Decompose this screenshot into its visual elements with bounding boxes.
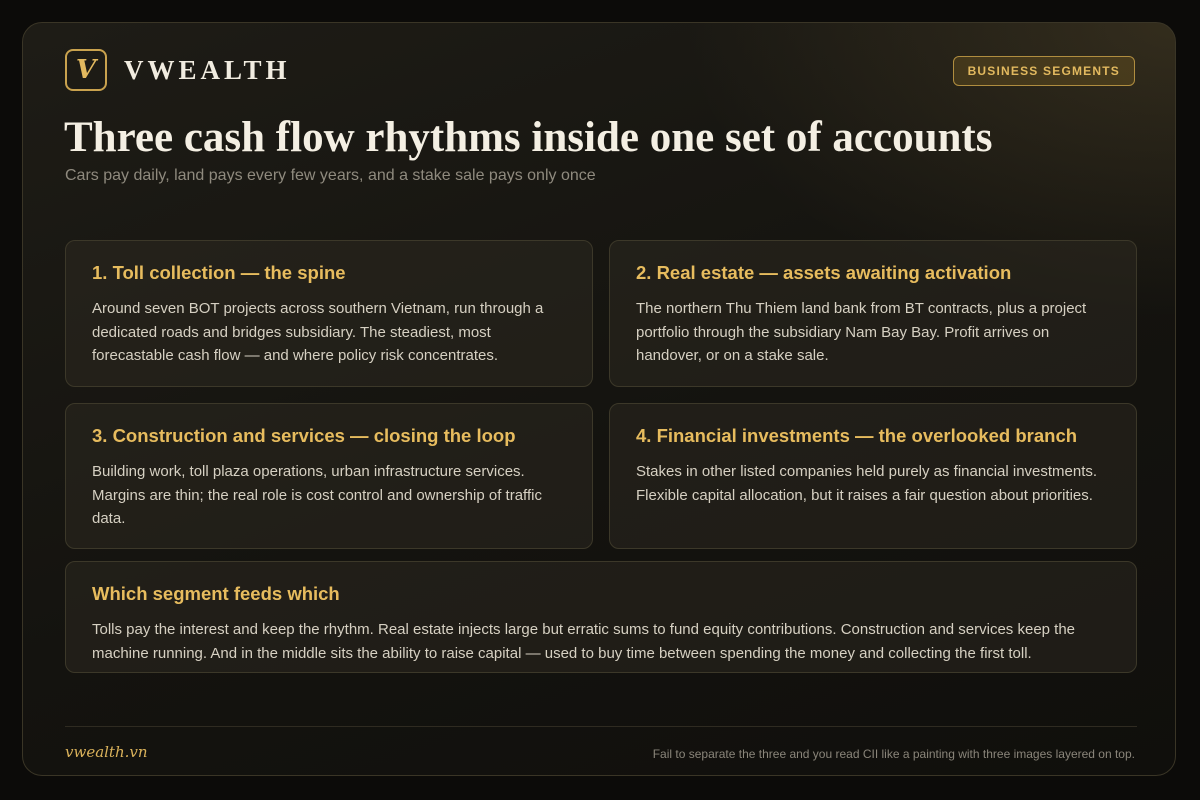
card-body: Building work, toll plaza operations, urban infrastructure services. Margins are thin; the real role is cost control and ownership of traffic data. [92,463,542,527]
card-title: 2. Real estate — assets awaiting activation [636,262,1012,283]
segment-card-construction [65,403,593,549]
summary-card [65,561,1137,673]
card-body: Around seven BOT projects across southern Vietnam, run through a dedicated roads and bridges subsidiary. The steadiest, most forecastable cash flow — and where policy risk concentrates. [92,300,544,364]
site-link[interactable]: vwealth.vn [65,743,148,761]
slide-frame [22,22,1176,776]
section-badge [953,56,1135,86]
logo-letter: V [75,55,97,85]
card-title: Which segment feeds which [92,583,340,604]
card-title: 3. Construction and services — closing the loop [92,425,516,446]
brand-name: VWEALTH [124,55,291,85]
page-title: Three cash flow rhythms inside one set of accounts [64,114,993,161]
section-badge-label: BUSINESS SEGMENTS [967,64,1120,78]
segment-card-toll [65,240,593,387]
card-body: The northern Thu Thiem land bank from BT contracts, plus a project portfolio through the subsidiary Nam Bay Bay. Profit arrives on handover, or on a stake sale. [636,300,1087,364]
footer-divider [65,726,1137,727]
segment-card-real-estate [609,240,1137,387]
page-subtitle: Cars pay daily, land pays every few years, and a stake sale pays only once [65,167,596,184]
card-title: 4. Financial investments — the overlooked branch [636,425,1078,446]
logo-mark [65,49,107,91]
card-title: 1. Toll collection — the spine [92,262,346,283]
footer-note: Fail to separate the three and you read CII like a painting with three images layered on top. [652,747,1135,761]
card-body: Tolls pay the interest and keep the rhythm. Real estate injects large but erratic sums to fund equity contributions. Construction and services keep the machine running. And in the middle sits the ability to raise capital — used to buy time between spending the money and collecting the first toll. [92,621,1076,662]
card-body: Stakes in other listed companies held purely as financial investments. Flexible capital allocation, but it raises a fair question about priorities. [636,463,1098,504]
segment-card-financial [609,403,1137,549]
